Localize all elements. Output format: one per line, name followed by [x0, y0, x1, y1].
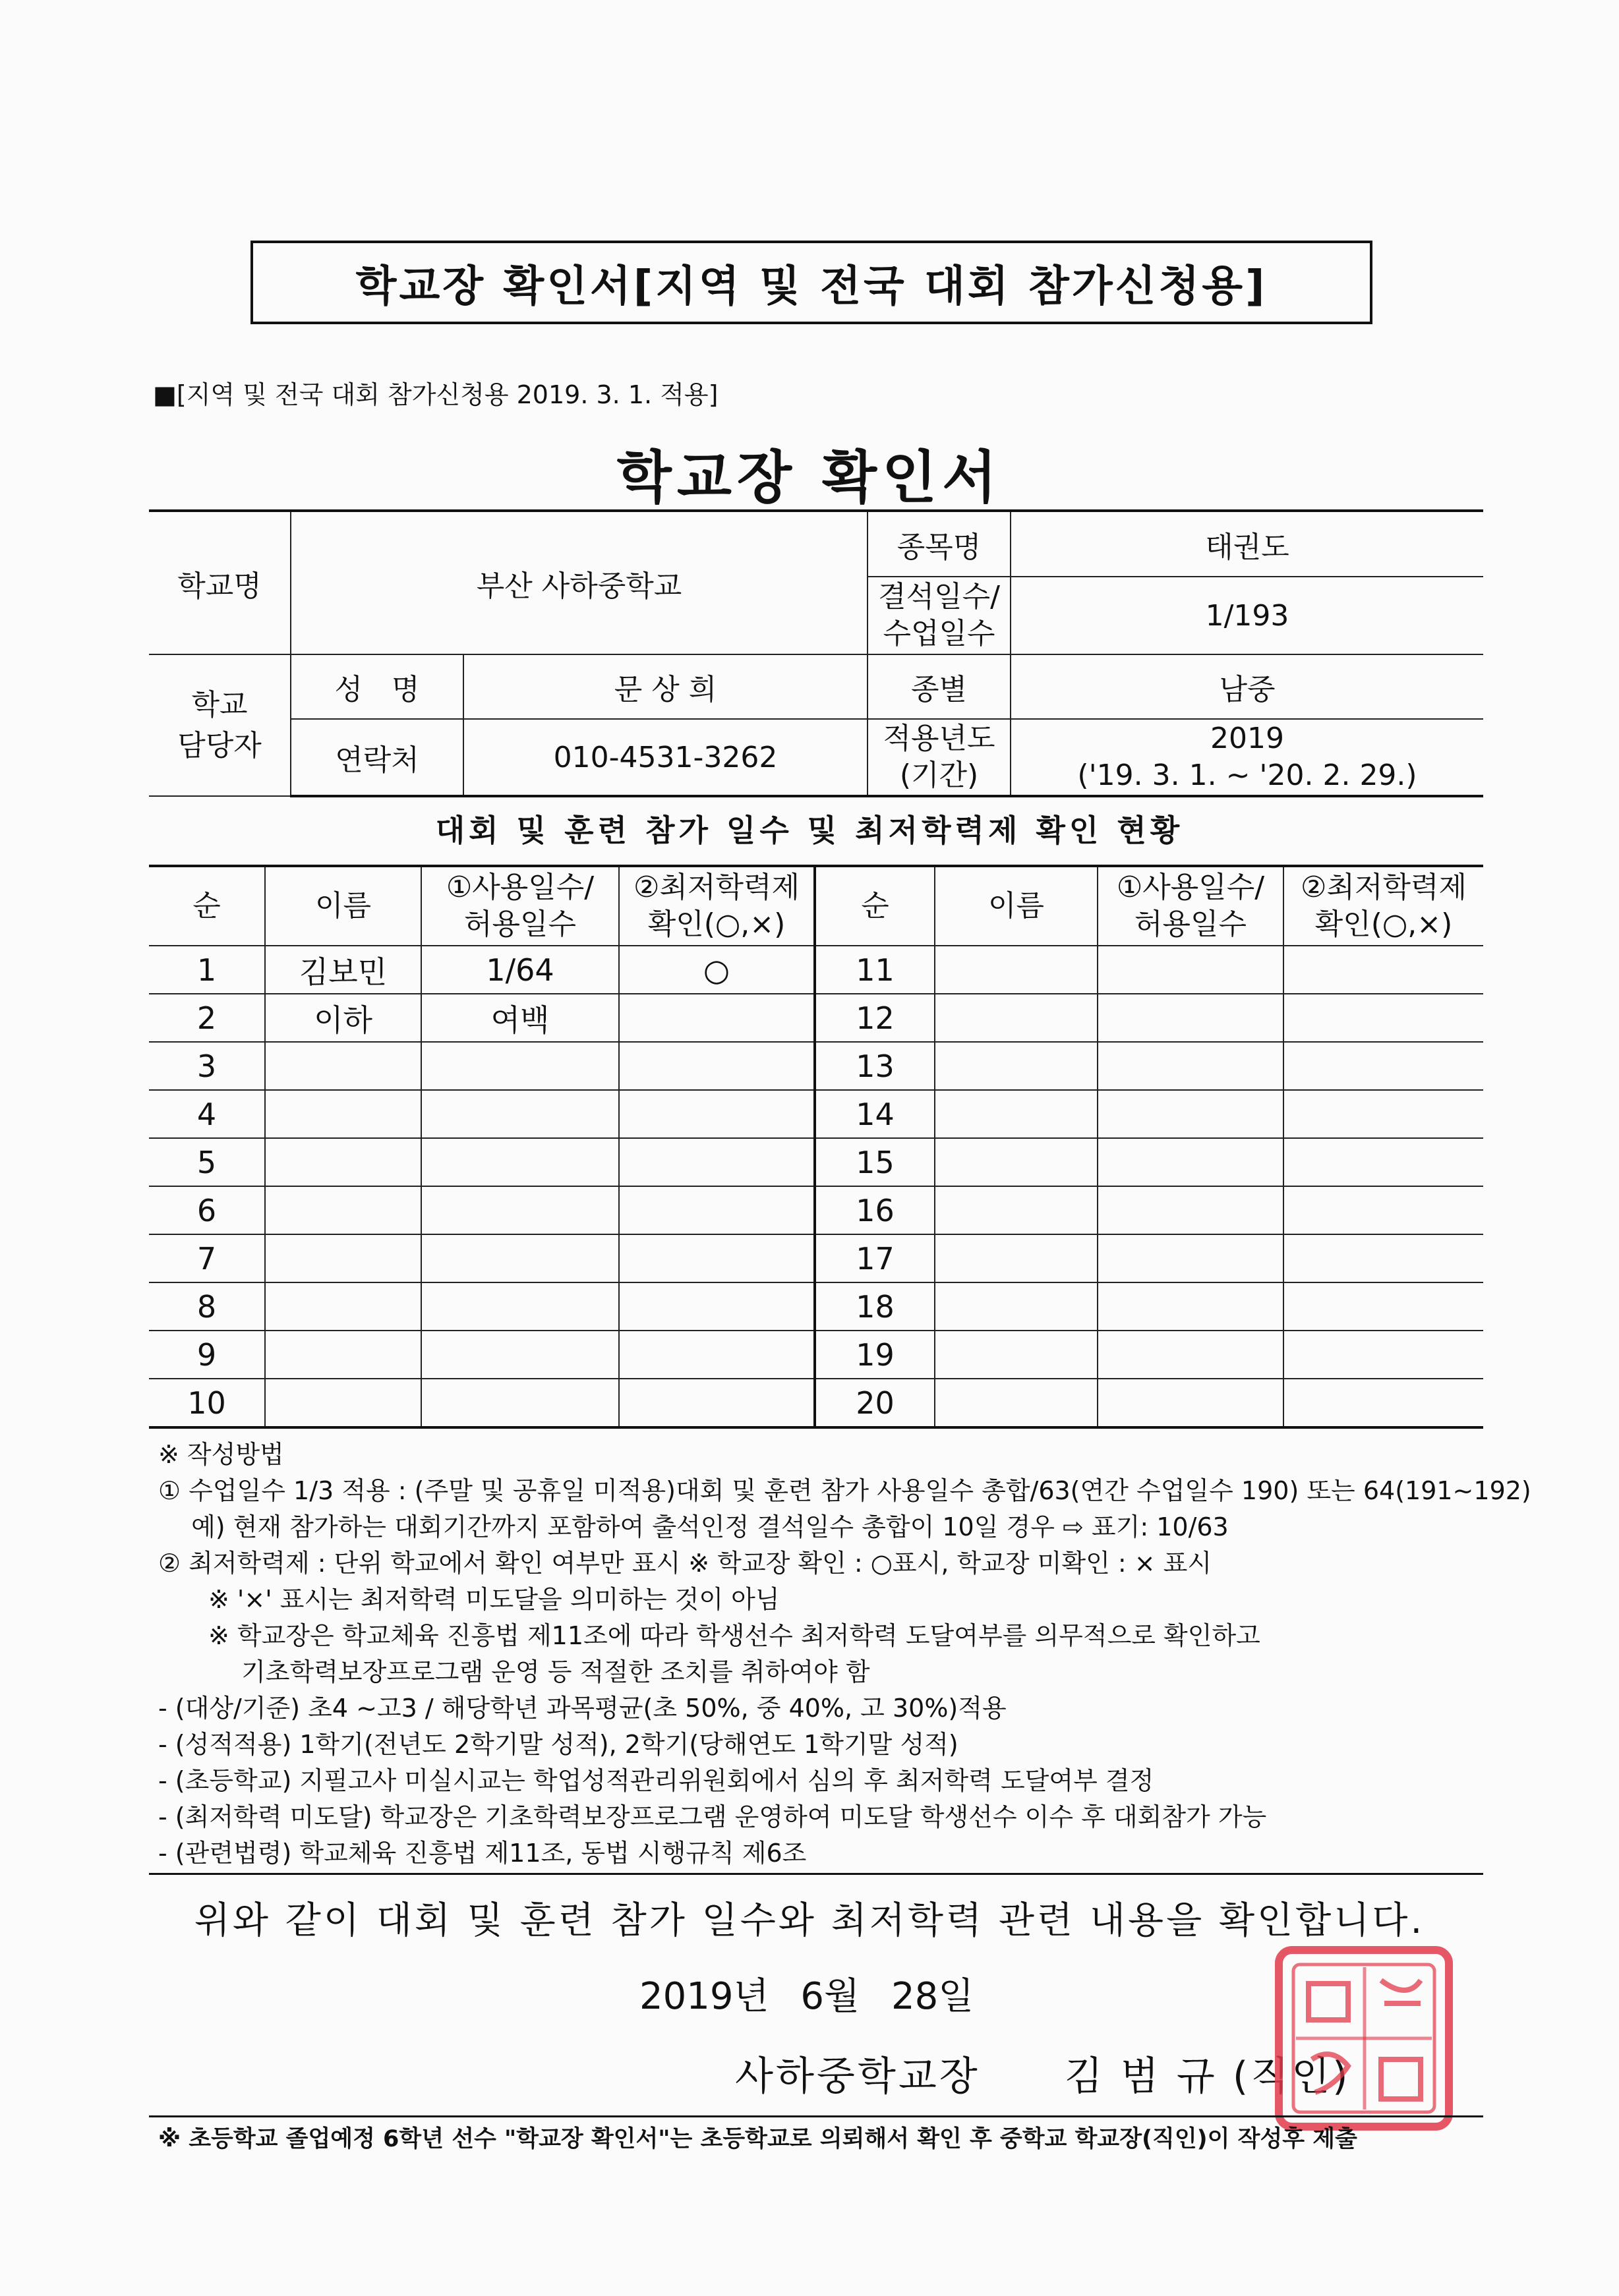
note-line: ※ 작성방법 [158, 1440, 284, 1469]
row-number: 10 [149, 1379, 265, 1427]
row-number: 2 [149, 994, 265, 1042]
year-label-line1: 적용년도 [883, 722, 995, 755]
row-days-2 [1098, 994, 1283, 1042]
event-label: 종목명 [868, 511, 1011, 577]
table-row [149, 1042, 1483, 1090]
row-days [421, 1138, 619, 1186]
row-name-2 [935, 1138, 1098, 1186]
row-name [265, 1331, 421, 1379]
row-days [421, 1042, 619, 1090]
row-number-2: 11 [815, 946, 935, 994]
official-seal-stamp [1266, 1941, 1463, 2145]
row-number: 7 [149, 1234, 265, 1282]
absence-label-line2: 수업일수 [883, 617, 995, 650]
row-name-2 [935, 1331, 1098, 1379]
row-check: ○ [619, 946, 815, 994]
table-row [149, 1379, 1483, 1427]
header-check [619, 866, 815, 946]
row-number: 4 [149, 1090, 265, 1138]
row-days-2 [1098, 1234, 1283, 1282]
note-line: - (성적적용) 1학기(전년도 2학기말 성적), 2학기(당해연도 1학기말 성적) [158, 1730, 958, 1759]
header-days-line2: 허용일수 [463, 907, 576, 941]
row-days: 1/64 [421, 946, 619, 994]
header-check-line2: 확인(○,×) [647, 907, 786, 941]
row-check-2 [1283, 1234, 1483, 1282]
row-check-2 [1283, 994, 1483, 1042]
absence-label [868, 577, 1011, 654]
absence-label-line1: 결석일수/ [878, 580, 1000, 614]
row-check [619, 1042, 815, 1090]
note-line: - (대상/기준) 초4 ~고3 / 해당학년 과목평균(초 50%, 중 40%, 고 30%)적용 [158, 1694, 1007, 1723]
year-value [1011, 719, 1483, 796]
row-name-2 [935, 946, 1098, 994]
confirmation-text: 위와 같이 대회 및 훈련 참가 일수와 최저학력 관련 내용을 확인합니다. [194, 1899, 1425, 1942]
row-days [421, 1234, 619, 1282]
row-days-2 [1098, 1138, 1283, 1186]
header-days-2 [1098, 866, 1283, 946]
row-check [619, 1090, 815, 1138]
participation-table [149, 865, 1483, 1429]
row-check-2 [1283, 1282, 1483, 1331]
school-name-value: 부산 사하중학교 [291, 511, 868, 654]
row-days [421, 1186, 619, 1234]
school-info-table [149, 509, 1483, 797]
row-check [619, 1138, 815, 1186]
category-label: 종별 [868, 654, 1011, 719]
header-check-2-line1: ②최저학력제 [1301, 871, 1467, 904]
row-check-2 [1283, 946, 1483, 994]
event-value: 태권도 [1011, 511, 1483, 577]
row-number-2: 19 [815, 1331, 935, 1379]
row-days [421, 1331, 619, 1379]
header-days-2-line1: ①사용일수/ [1116, 871, 1265, 904]
year-label-line2: (기간) [899, 759, 979, 792]
note-line: ※ '×' 표시는 최저학력 미도달을 의미하는 것이 아님 [158, 1585, 780, 1614]
row-number-2: 20 [815, 1379, 935, 1427]
manager-label [149, 654, 291, 796]
page-title: 학교장 확인서 [616, 445, 1003, 511]
row-number-2: 12 [815, 994, 935, 1042]
row-days-2 [1098, 1090, 1283, 1138]
row-name-2 [935, 1234, 1098, 1282]
header-check-2-line2: 확인(○,×) [1314, 907, 1453, 941]
row-name [265, 1379, 421, 1427]
table-row [149, 1186, 1483, 1234]
row-check-2 [1283, 1186, 1483, 1234]
row-name-2 [935, 1186, 1098, 1234]
note-line: - (최저학력 미도달) 학교장은 기초학력보장프로그램 운영하여 미도달 학생선수 이수 후 대회참가 가능 [158, 1802, 1267, 1831]
row-days [421, 1379, 619, 1427]
table-row [149, 1138, 1483, 1186]
row-days [421, 1090, 619, 1138]
row-check [619, 1282, 815, 1331]
note-line: 예) 현재 참가하는 대회기간까지 포함하여 출석인정 결석일수 총합이 10일 경우 ⇨ 표기: 10/63 [158, 1512, 1229, 1541]
row-days-2 [1098, 1282, 1283, 1331]
row-number-2: 13 [815, 1042, 935, 1090]
name-label: 성 명 [291, 654, 463, 719]
table-row [149, 994, 1483, 1042]
row-number-2: 15 [815, 1138, 935, 1186]
row-number: 8 [149, 1282, 265, 1331]
table-header-row [149, 866, 1483, 946]
school-name-label: 학교명 [149, 511, 291, 654]
row-name-2 [935, 1282, 1098, 1331]
row-number: 6 [149, 1186, 265, 1234]
row-name [265, 1282, 421, 1331]
manager-label-line2: 담당자 [177, 728, 262, 762]
header-no-2: 순 [815, 866, 935, 946]
row-check [619, 1379, 815, 1427]
category-value: 남중 [1011, 654, 1483, 719]
row-days-2 [1098, 1379, 1283, 1427]
row-days [421, 1282, 619, 1331]
row-days-2 [1098, 946, 1283, 994]
table-row [149, 1234, 1483, 1282]
form-subtitle: ■[지역 및 전국 대회 참가신청용 2019. 3. 1. 적용] [153, 380, 719, 409]
note-line: ① 수업일수 1/3 적용 : (주말 및 공휴일 미적용)대회 및 훈련 참가 사용일수 총합/63(연간 수업일수 190) 또는 64(191~192) [158, 1476, 1531, 1505]
row-name-2 [935, 1042, 1098, 1090]
row-number-2: 18 [815, 1282, 935, 1331]
header-no: 순 [149, 866, 265, 946]
note-line: 기초학력보장프로그램 운영 등 적절한 조치를 취하여야 함 [158, 1657, 870, 1686]
header-check-2 [1283, 866, 1483, 946]
name-value: 문 상 희 [463, 654, 868, 719]
signer: 사하중학교장 김 범 규 (직인) [735, 2053, 1351, 2100]
row-number: 3 [149, 1042, 265, 1090]
manager-label-line1: 학교 [191, 687, 248, 722]
divider [149, 1873, 1483, 1875]
row-number-2: 14 [815, 1090, 935, 1138]
row-check [619, 994, 815, 1042]
row-check [619, 1331, 815, 1379]
row-days: 여백 [421, 994, 619, 1042]
header-name-2: 이름 [935, 866, 1098, 946]
note-line: ※ 학교장은 학교체육 진흥법 제11조에 따라 학생선수 최저학력 도달여부를 의무적으로 확인하고 [158, 1621, 1260, 1650]
row-check [619, 1186, 815, 1234]
row-name-2 [935, 994, 1098, 1042]
row-days-2 [1098, 1331, 1283, 1379]
issue-date: 2019년 6월 28일 [639, 1975, 974, 2018]
table-row [149, 1331, 1483, 1379]
absence-value: 1/193 [1011, 577, 1483, 654]
row-name [265, 1138, 421, 1186]
row-check-2 [1283, 1042, 1483, 1090]
row-number: 1 [149, 946, 265, 994]
row-name: 이하 [265, 994, 421, 1042]
row-check-2 [1283, 1331, 1483, 1379]
writing-notes [158, 1437, 1531, 1872]
row-name [265, 1234, 421, 1282]
row-name [265, 1090, 421, 1138]
header-days-2-line2: 허용일수 [1134, 907, 1247, 941]
note-line: ② 최저학력제 : 단위 학교에서 확인 여부만 표시 ※ 학교장 확인 : ○표시, 학교장 미확인 : × 표시 [158, 1549, 1212, 1578]
row-check-2 [1283, 1090, 1483, 1138]
row-days-2 [1098, 1186, 1283, 1234]
header-check-line1: ②최저학력제 [633, 871, 800, 904]
row-check-2 [1283, 1379, 1483, 1427]
table-row [149, 946, 1483, 994]
row-name: 김보민 [265, 946, 421, 994]
footer-note: ※ 초등학교 졸업예정 6학년 선수 "학교장 확인서"는 초등학교로 의뢰해서 확인 후 중학교 학교장(직인)이 작성후 제출 [158, 2126, 1357, 2152]
year-value-line1: 2019 [1210, 722, 1284, 755]
header-name: 이름 [265, 866, 421, 946]
year-value-line2: ('19. 3. 1. ~ '20. 2. 29.) [1077, 759, 1417, 792]
row-name-2 [935, 1379, 1098, 1427]
note-line: - (초등학교) 지필고사 미실시교는 학업성적관리위원회에서 심의 후 최저학력 도달여부 결정 [158, 1766, 1154, 1795]
row-name [265, 1186, 421, 1234]
row-number: 9 [149, 1331, 265, 1379]
row-check [619, 1234, 815, 1282]
row-number-2: 16 [815, 1186, 935, 1234]
year-label [868, 719, 1011, 796]
header-days-line1: ①사용일수/ [446, 871, 595, 904]
row-name-2 [935, 1090, 1098, 1138]
header-days [421, 866, 619, 946]
row-name [265, 1042, 421, 1090]
row-check-2 [1283, 1138, 1483, 1186]
footer-divider [149, 2115, 1483, 2117]
row-number: 5 [149, 1138, 265, 1186]
section-title: 대회 및 훈련 참가 일수 및 최저학력제 확인 현황 [435, 813, 1184, 848]
row-days-2 [1098, 1042, 1283, 1090]
contact-label: 연락처 [291, 719, 463, 796]
contact-value: 010-4531-3262 [463, 719, 868, 796]
table-row [149, 1282, 1483, 1331]
table-row [149, 1090, 1483, 1138]
row-number-2: 17 [815, 1234, 935, 1282]
note-line: - (관련법령) 학교체육 진흥법 제11조, 동법 시행규칙 제6조 [158, 1839, 807, 1868]
form-box-title: 학교장 확인서[지역 및 전국 대회 참가신청용] [250, 241, 1372, 324]
